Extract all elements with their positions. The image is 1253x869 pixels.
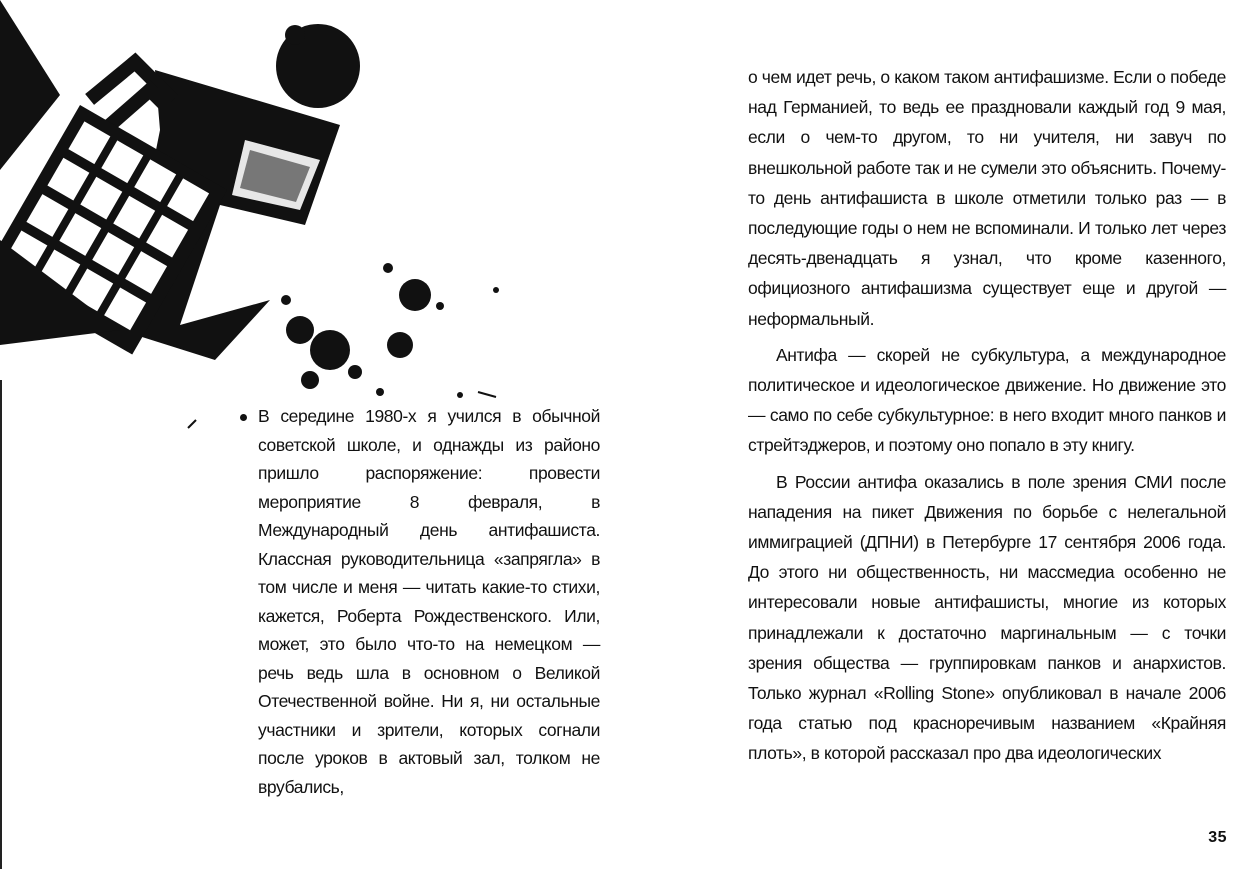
left-paragraph: В середине 1980-х я учился в обычной советской школе, и однажды из районо пришло распоряжение: провести мероприятие 8 февраля, в Международный день антифашиста. Классная руководительница «запрягла» в том числе и меня — читать какие-то стихи, кажется, Роберта Рождественского. Или, может, это было что-то на немецком — речь ведь шла в основном о Великой Отечественной войне. Ни я, ни остальные участники и зрители, которых согнали после уроков в актовый зал, толком не врубались,: [258, 406, 600, 797]
right-paragraph-2: Антифа — скорей не субкультура, а международное политическое и идеологическое движение. Но движение это — само по себе субкультурное: в него входит много панков и стрейтэджеров, и поэтому оно попало в эту книгу.: [748, 344, 1226, 456]
antifa-illustration: [0, 0, 640, 440]
ink-splatters: [281, 263, 499, 398]
swastika-fragment: [95, 62, 190, 130]
page-gutter-edge: [0, 380, 2, 869]
right-text-column: [748, 62, 1226, 769]
ink-blot-small: [285, 25, 305, 45]
left-text-column: [258, 402, 600, 801]
ink-dash: [478, 392, 496, 397]
right-paragraph-1: о чем идет речь, о каком таком антифашизме. Если о победе над Германией, то ведь ее праздновали каждый год 9 мая, если о чем-то другом, то ни учителя, ни завуч по внешкольной работе так и не сумели это объяснить. Почему-то день антифашиста в школе отметили только раз — в последующие годы о нем не вспоминали. И только лет через десять-двенадцать я узнал, что кроме казенного, официозного антифашизма существует еще и другой — неформальный.: [748, 67, 1226, 329]
right-paragraph-3: В России антифа оказались в поле зрения СМИ после нападения на пикет Движения по борьбе с нелегальной иммиграцией (ДПНИ) в Петербурге 17 сентября 2006 года. До этого ни общественность, ни массмедиа особенно не интересовали новые антифашисты, многие из которых принадлежали к достаточно маргинальным — с точки зрения общества — группировкам панков и анархистов. Только журнал «Rolling Stone» опубликовал в начале 2006 года статью под красноречивым названием «Крайняя плоть», в которой рассказал про два идеологических: [748, 471, 1226, 764]
ink-dash-2: [188, 420, 196, 428]
black-wedge: [0, 0, 60, 170]
bullet-icon: [240, 414, 247, 421]
page-number: 35: [1208, 829, 1227, 846]
